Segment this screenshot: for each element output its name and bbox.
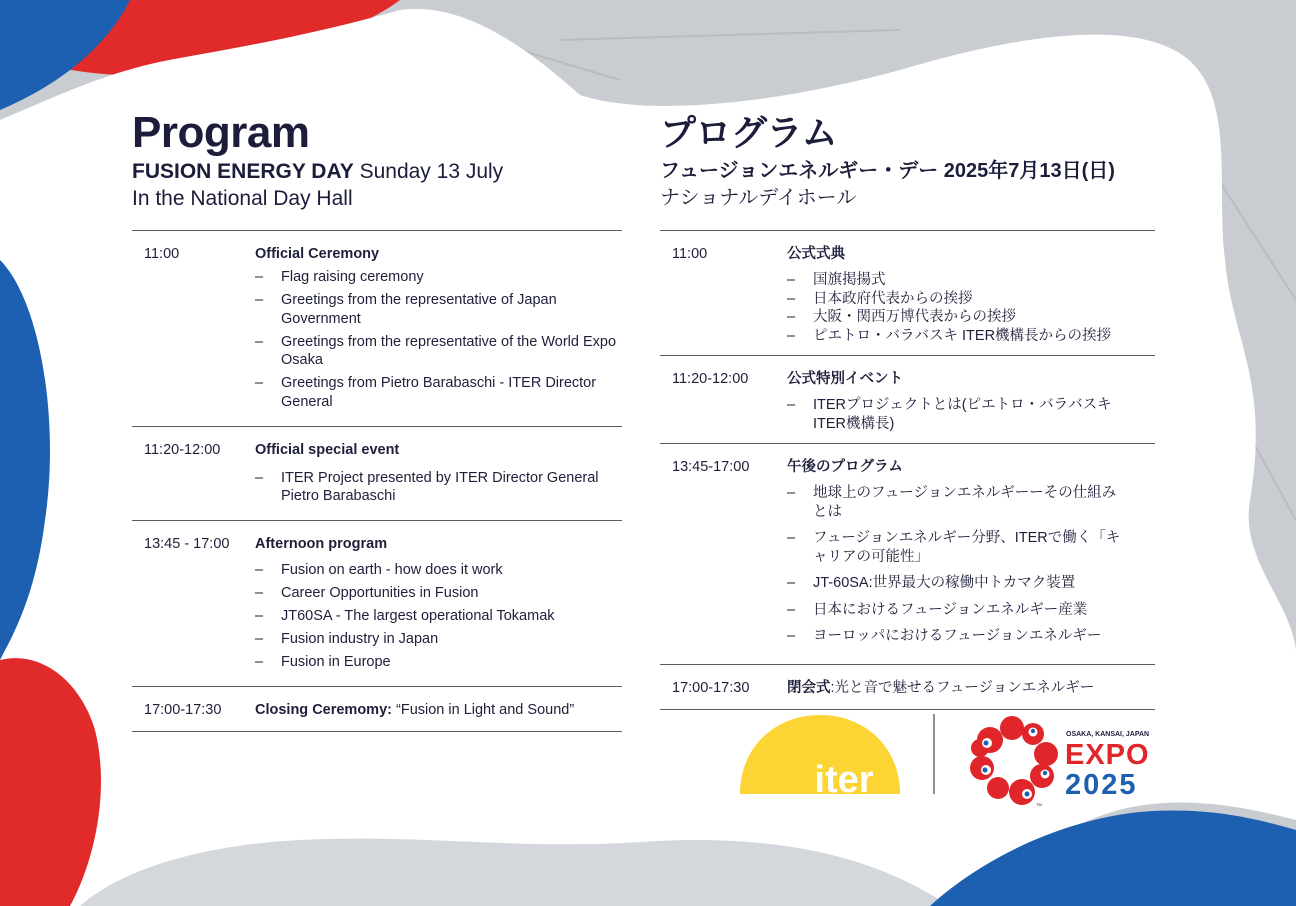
schedule-row: [660, 443, 1155, 664]
event-venue-jp: ナショナルデイホール: [660, 187, 857, 209]
list-item: – Career Opportunities in Fusion: [255, 584, 622, 603]
schedule-event-title: 公式式典: [787, 246, 845, 262]
event-venue: In the National Day Hall: [132, 187, 353, 210]
list-item: – 地球上のフュージョンエネルギーーその仕組みとは: [787, 484, 1125, 521]
list-item: – Fusion industry in Japan: [255, 630, 622, 649]
list-item: – Greetings from the representative of Japan Government: [255, 291, 622, 328]
schedule-time: 13:45 - 17:00: [144, 536, 230, 552]
schedule-time: 11:20-12:00: [144, 441, 221, 458]
list-item: – 日本政府代表からの挨拶: [787, 290, 1155, 309]
event-name: FUSION ENERGY DAY: [132, 160, 354, 183]
list-item: – ヨーロッパにおけるフュージョンエネルギー: [787, 627, 1125, 646]
list-item: – Fusion in Europe: [255, 653, 622, 672]
list-item: – ITERプロジェクトとは(ピエトロ・バラバスキ ITER機構長): [787, 396, 1125, 433]
expo-tagline: OSAKA, KANSAI, JAPAN: [1066, 731, 1150, 738]
list-item: – フュージョンエネルギー分野、ITERで働く「キャリアの可能性」: [787, 529, 1125, 566]
schedule-time: 11:20-12:00: [672, 371, 749, 387]
program-title-jp: プログラム: [660, 112, 838, 153]
schedule-time: 17:00-17:30: [672, 679, 750, 696]
list-item: – Flag raising ceremony: [255, 268, 622, 287]
list-item: – 日本におけるフュージョンエネルギー産業: [787, 601, 1125, 620]
closing-subtitle: “Fusion in Light and Sound”: [391, 702, 575, 718]
schedule-time: 13:45-17:00: [672, 459, 750, 475]
schedule-time: 17:00-17:30: [144, 702, 222, 718]
sponsor-logos: [740, 712, 1160, 812]
event-heading: [132, 158, 622, 185]
schedule-time: 11:00: [672, 246, 708, 262]
list-item: – Greetings from the representative of the World Expo Osaka: [255, 333, 622, 370]
schedule-event-title: 午後のプログラム: [787, 459, 903, 475]
event-heading-jp: フュージョンエネルギー・デー 2025年7月13日(日): [660, 160, 1115, 182]
list-item: – ピエトロ・バラバスキ ITER機構長からの挨拶: [787, 327, 1155, 346]
expo-year: 2025: [1065, 769, 1138, 801]
event-date: Sunday 13 July: [359, 160, 504, 183]
schedule-table: [132, 230, 622, 732]
closing-title: Closing Ceremomy:: [255, 702, 392, 718]
schedule-table-jp: [660, 230, 1155, 710]
program-english: [132, 108, 622, 718]
list-item: – Fusion on earth - how does it work: [255, 561, 622, 580]
expo-word: EXPO: [1065, 739, 1150, 771]
expo-trademark: TM: [1036, 802, 1042, 807]
iter-logo: [740, 715, 900, 801]
schedule-row: [132, 426, 622, 521]
closing-subtitle-jp: :光と音で魅せるフュージョンエネルギー: [830, 679, 1095, 696]
program-title: Program: [132, 108, 310, 157]
list-item: – JT-60SA:世界最大の稼働中トカマク装置: [787, 574, 1125, 593]
schedule-row: [660, 230, 1155, 355]
closing-title-jp: 閉会式: [787, 679, 831, 696]
list-item: – ITER Project presented by ITER Director General Pietro Barabaschi: [255, 469, 622, 506]
expo-2025-logo: [970, 716, 1150, 807]
schedule-event-title: [787, 677, 1155, 697]
list-item: – 国旗掲揚式: [787, 271, 1155, 290]
list-item: – 大阪・関西万博代表からの挨拶: [787, 308, 1155, 327]
schedule-row: [132, 230, 622, 426]
schedule-event-title: 公式特別イベント: [787, 371, 903, 387]
schedule-row: [660, 355, 1155, 443]
schedule-row: [660, 664, 1155, 710]
iter-wordmark: iter: [814, 759, 874, 801]
program-japanese: [660, 108, 1155, 696]
list-item: – Greetings from Pietro Barabaschi - ITER Director General: [255, 374, 622, 411]
schedule-event-title: Official Ceremony: [255, 246, 380, 262]
list-item: – JT60SA - The largest operational Tokamak: [255, 607, 622, 626]
schedule-time: 11:00: [144, 246, 180, 262]
schedule-event-title: Official special event: [255, 441, 400, 458]
schedule-row: [132, 686, 622, 732]
schedule-row: [132, 520, 622, 686]
schedule-event-title: [255, 699, 622, 719]
schedule-event-title: Afternoon program: [255, 536, 388, 552]
